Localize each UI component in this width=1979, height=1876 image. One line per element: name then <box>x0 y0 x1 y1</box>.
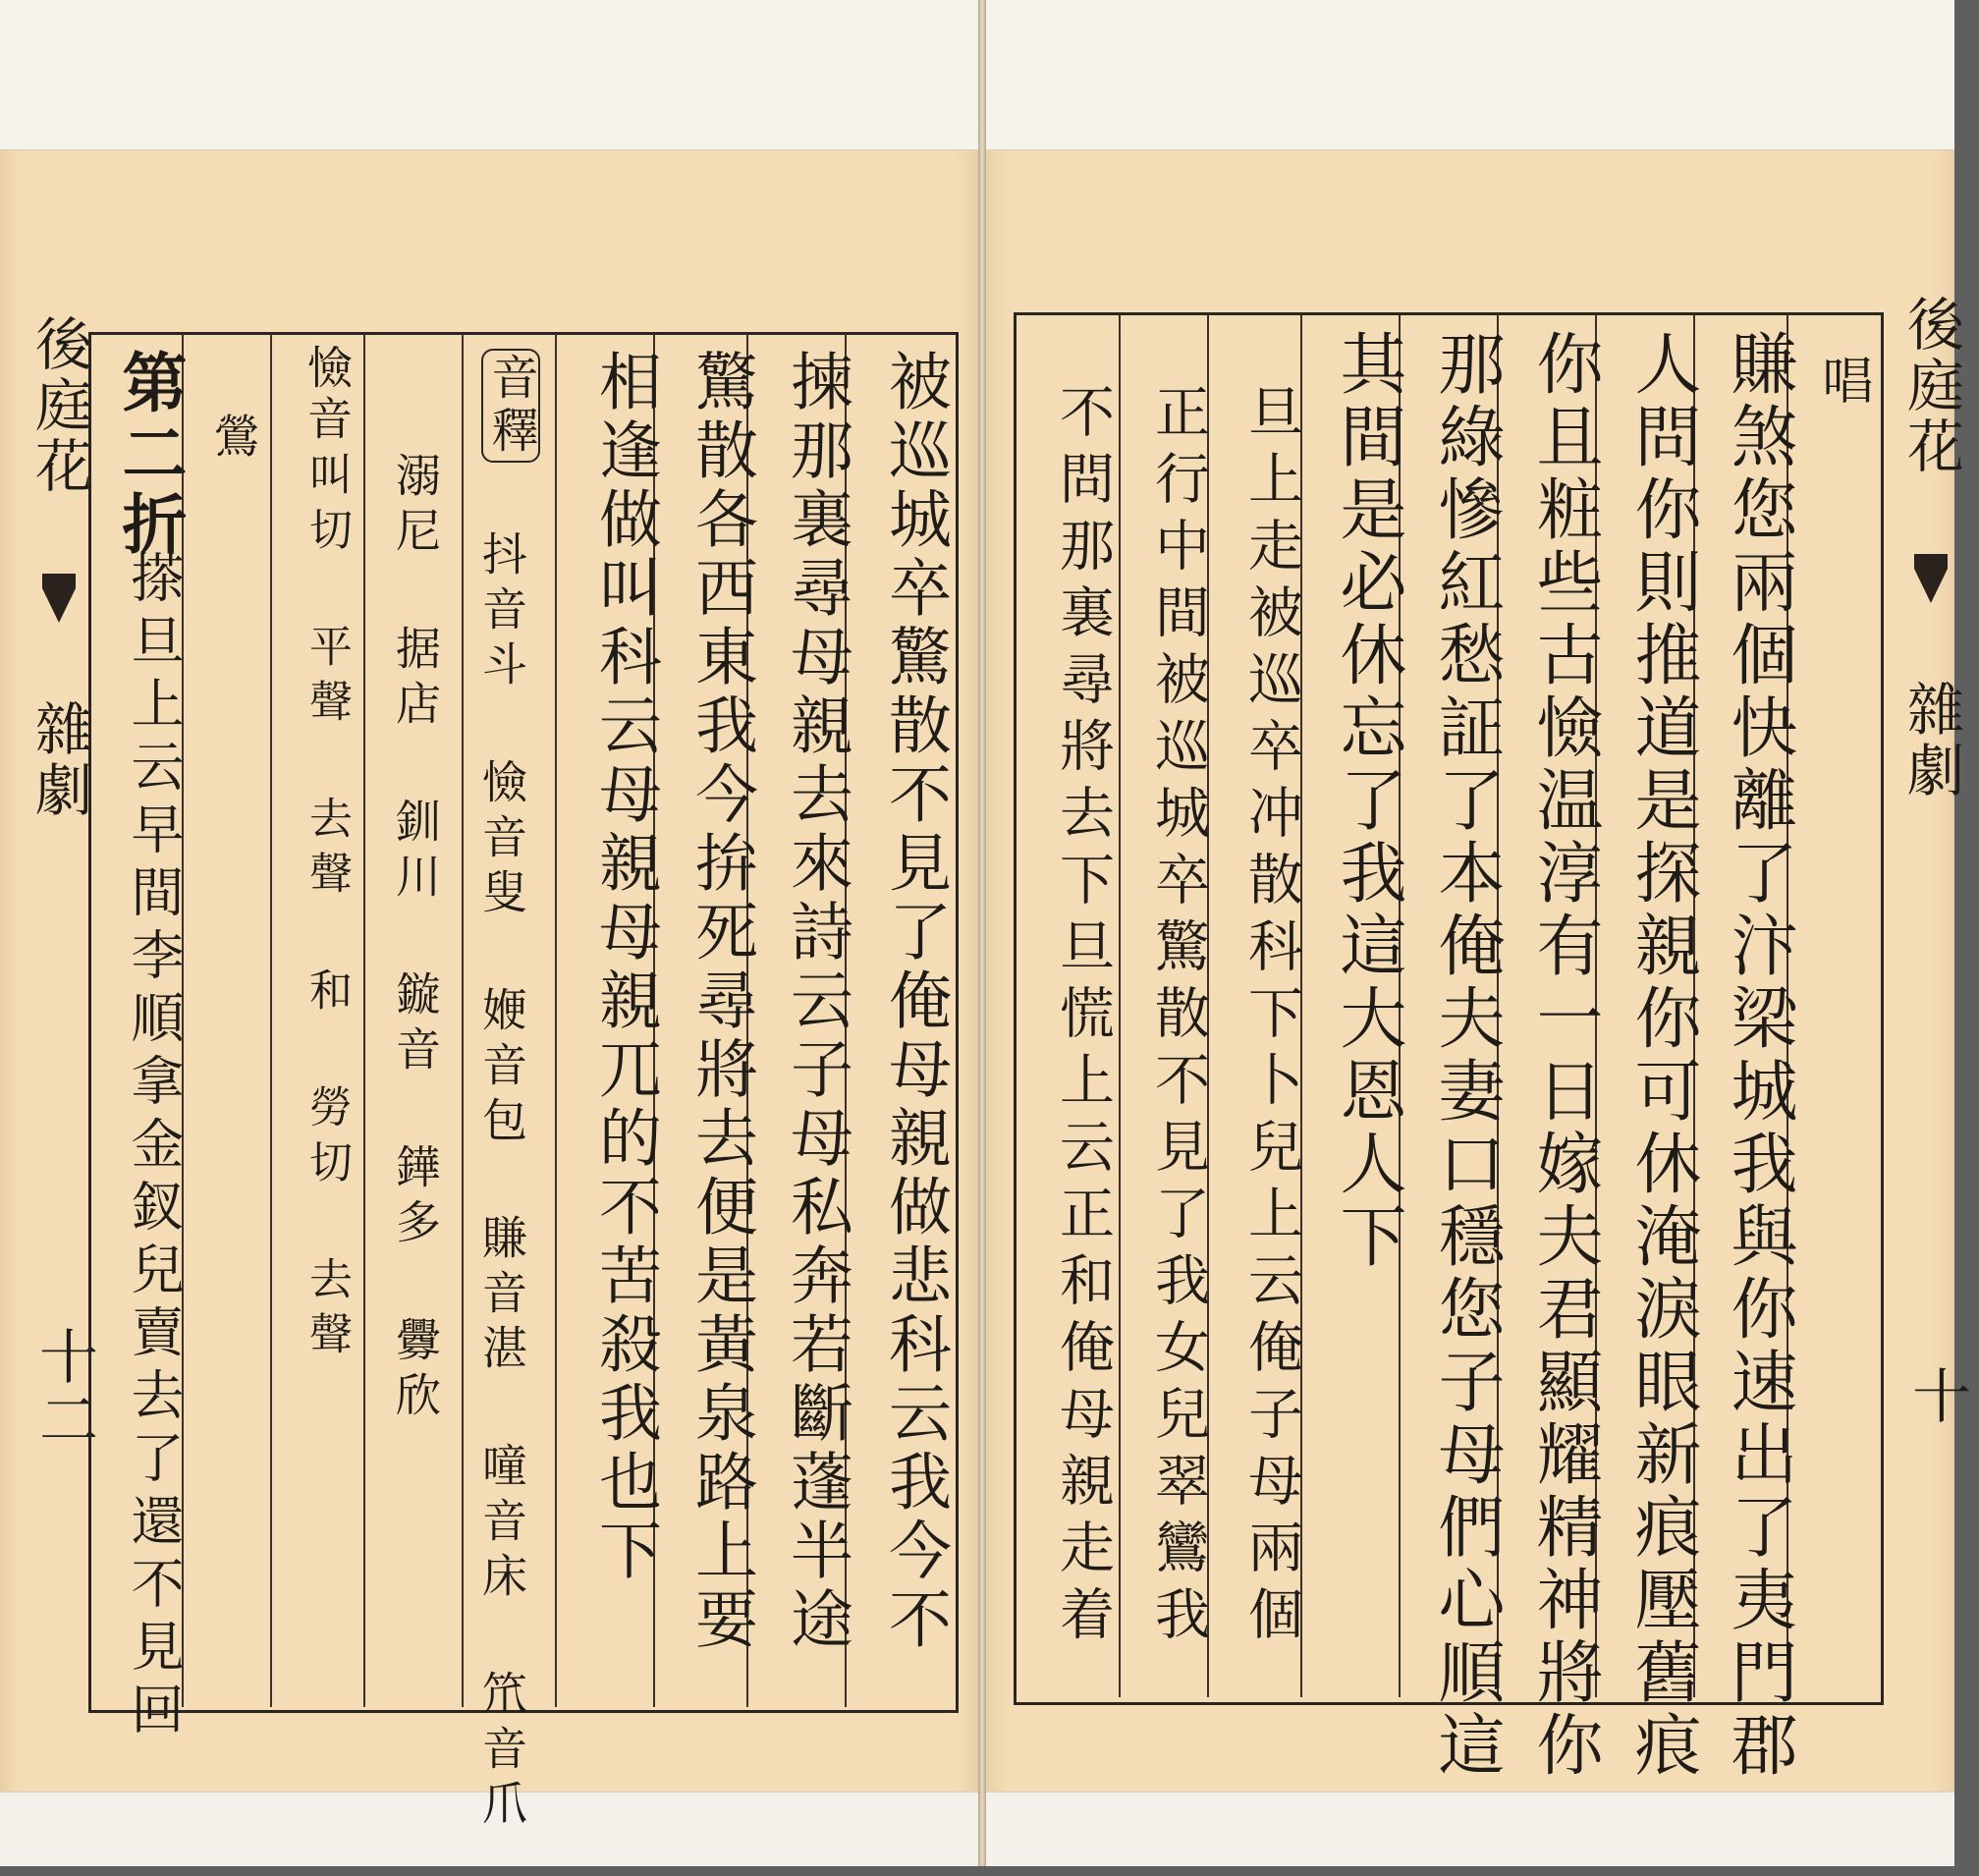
right-fold-mark-icon <box>1914 554 1948 603</box>
left-page <box>0 0 978 1866</box>
glossary-column: 溺尼 据店 釧川 鏇音 鏵多 釁欣 <box>389 452 442 1426</box>
left-text-column: 揀那裏尋母親去來詩云子母私奔若斷蓬半途 <box>780 349 852 1655</box>
right-bottom-margin <box>986 1792 1954 1866</box>
right-text-column: 旦上走被巡卒冲散科下卜兒上云俺子母兩個 <box>1239 383 1303 1652</box>
right-text-column: 人問你則推道是探親你可休淹淚眼新痕壓舊痕 <box>1623 329 1701 1783</box>
left-column-rule <box>555 334 557 1707</box>
left-column-rule <box>363 334 365 1707</box>
right-fold-number: 十 <box>1902 1365 1971 1428</box>
glossary-title-column <box>476 349 545 463</box>
act-title: 第二折 <box>111 349 188 561</box>
right-text-column: 那綠慘紅愁証了本俺夫妻口穩您子母們心順這 <box>1427 329 1505 1783</box>
left-fold-number: 十二 <box>29 1326 98 1452</box>
right-text-column: 賺煞您兩個快離了汴梁城我與你速出了夷門郡 <box>1720 329 1797 1783</box>
left-column-rule <box>270 334 272 1707</box>
right-text-column: 正行中間被巡城卒驚散不見了我女兒翠鸞我 <box>1146 383 1210 1652</box>
right-text-column: 你且粧些古憸温淳有一日嫁夫君顯耀精神將你 <box>1525 329 1603 1783</box>
right-page <box>986 0 1971 1866</box>
right-fold-title: 後庭花 <box>1897 295 1964 477</box>
right-text-column: 不問那裏尋將去下旦慌上云正和俺母親走着 <box>1051 383 1115 1652</box>
glossary-column: 鶯 <box>207 413 260 464</box>
book-gutter <box>978 0 986 1866</box>
left-top-margin <box>0 0 978 150</box>
right-fold-subtitle: 雜劇 <box>1897 680 1964 801</box>
right-top-margin <box>986 0 1954 150</box>
right-fold-column <box>1890 295 1972 801</box>
act-first-line: 搽旦上云早間李順拿金釵兒賣去了還不見回 <box>123 550 185 1744</box>
glossary-column: 憸音 <box>301 344 354 446</box>
left-fold-title: 後庭花 <box>26 314 92 497</box>
left-fold-subtitle: 雜劇 <box>26 699 92 821</box>
left-text-column: 被巡城卒驚散不見了俺母親做悲科云我今不 <box>878 349 951 1655</box>
glossary-title: 音釋 <box>481 349 540 463</box>
right-text-column: 其間是必休忘了我這大恩人下 <box>1329 329 1406 1274</box>
left-text-column: 驚散各西東我今拚死尋將去便是黃泉路上要 <box>685 349 757 1655</box>
glossary-column: 抖音斗 憸音叟 㛹音包 賺音湛 噇音床 笊音爪 <box>475 530 528 1835</box>
left-column-rule <box>462 334 464 1707</box>
glossary-column: 叫切 平聲 去聲 和 勞切 去聲 <box>302 452 352 1366</box>
right-text-column: 唱 <box>1813 354 1872 411</box>
left-fold-mark-icon <box>42 574 76 623</box>
left-text-column: 相逢做叫科云母親母親兀的不苦殺我也下 <box>588 349 661 1586</box>
